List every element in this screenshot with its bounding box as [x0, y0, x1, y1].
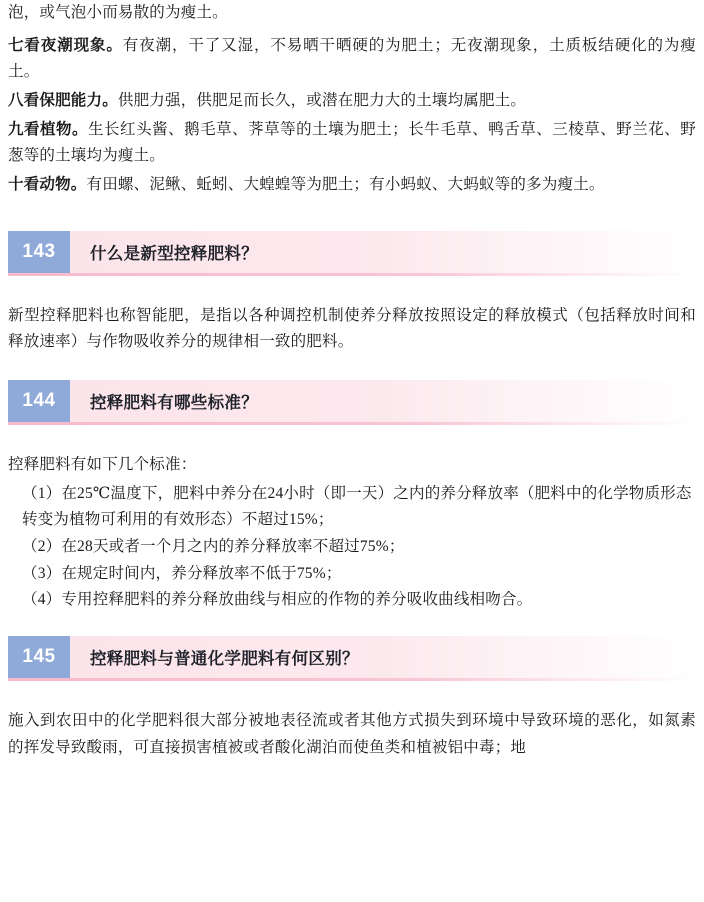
section-paragraph: 控释肥料有如下几个标准： — [8, 455, 197, 473]
numbered-sign-lead: 七看夜潮现象。 — [8, 36, 123, 54]
spacer — [8, 273, 696, 303]
spacer — [8, 201, 696, 231]
question-title: 控释肥料与普通化学肥料有何区别？ — [90, 649, 359, 668]
numbered-sign-item — [8, 33, 696, 86]
numbered-sign-text: 供肥力强，供肥足而长久，或潜在肥力大的土壤均属肥土。 — [117, 91, 527, 109]
numbered-sign-item — [8, 117, 696, 170]
numbered-sign-text: 有夜潮，干了又湿，不易晒干晒硬的为肥土；无夜潮现象，土质板结硬化的为瘦土。 — [8, 36, 696, 81]
numbered-sign-text: 生长红头酱、鹅毛草、荠草等的土壤为肥土；长牛毛草、鸭舌草、三棱草、野兰花、野葱等的土壤均为瘦土。 — [8, 120, 696, 165]
numbered-sign-lead: 十看动物。 — [8, 175, 87, 193]
numbered-sign-item — [8, 172, 696, 199]
numbered-sign-lead: 九看植物。 — [8, 120, 89, 138]
question-title: 什么是新型控释肥料？ — [90, 244, 258, 263]
spacer — [8, 422, 696, 452]
section-paragraph: 新型控释肥料也称智能肥，是指以各种调控机制使养分释放按照设定的释放模式（包括释放时间和释放速率）与作物吸收养分的规律相一致的肥料。 — [8, 306, 696, 351]
question-number-badge: 143 — [8, 231, 70, 273]
question-number-badge: 144 — [8, 380, 70, 422]
standard-item: （4）专用控释肥料的养分释放曲线与相应的作物的养分吸收曲线相吻合。 — [22, 591, 533, 609]
numbered-sign-text: 有田螺、泥鳅、蚯蚓、大蝗蝗等为肥土；有小蚂蚁、大蚂蚁等的多为瘦土。 — [86, 175, 605, 193]
spacer — [8, 678, 696, 708]
question-heading-145 — [8, 636, 696, 678]
numbered-sign-item — [8, 88, 696, 115]
standard-item: （3）在规定时间内，养分释放率不低于75%； — [22, 564, 342, 582]
continuation-line: 泡，或气泡小而易散的为瘦土。 — [8, 4, 228, 21]
section-paragraph-clipped — [8, 708, 696, 763]
spacer — [8, 614, 696, 636]
question-heading-143 — [8, 231, 696, 273]
spacer — [8, 358, 696, 380]
standard-item: （2）在28天或者一个月之内的养分释放率不超过75%； — [22, 537, 405, 555]
section-paragraph: 施入到农田中的化学肥料很大部分被地表径流或者其他方式损失到环境中导致环境的恶化，如氮素的挥发导致酸雨，可直接损害植被或者酸化湖泊而使鱼类和植被铝中毒；地 — [8, 711, 696, 756]
question-title: 控释肥料有哪些标准？ — [90, 393, 258, 412]
numbered-sign-lead: 八看保肥能力。 — [8, 91, 118, 109]
standard-item: （1）在25℃温度下，肥料中养分在24小时（即一天）之内的养分释放率（肥料中的化学物质形态转变为植物可利用的有效形态）不超过15%； — [22, 484, 692, 529]
question-heading-144 — [8, 380, 696, 422]
question-number-badge: 145 — [8, 636, 70, 678]
